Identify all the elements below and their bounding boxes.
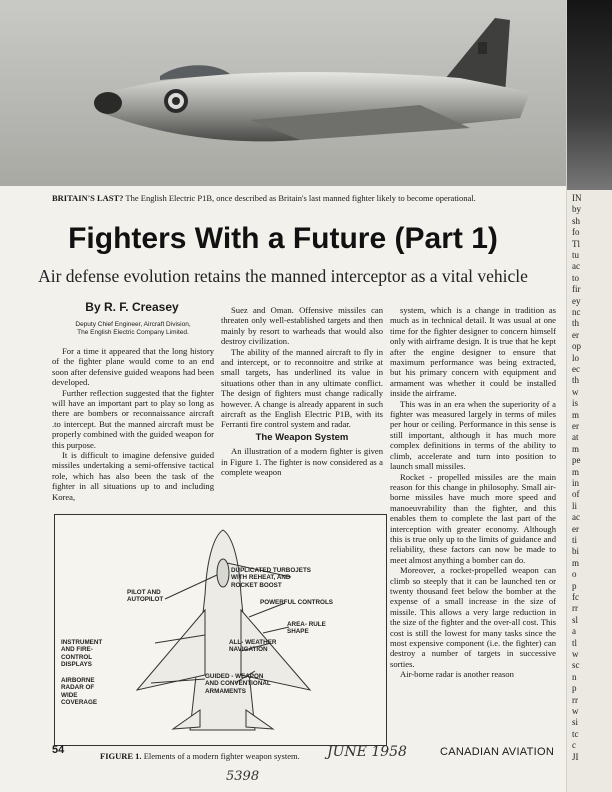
- adjacent-page-fragment: Tl: [572, 238, 580, 249]
- label-area-rule: AREA- RULE SHAPE: [287, 621, 326, 636]
- adjacent-page-fragment: m: [572, 466, 580, 477]
- figure-caption-text: Elements of a modern fighter weapon system.: [143, 751, 300, 761]
- paragraph: Moreover, a rocket-propelled weapon can climb so steeply that it can be launched ten or twenty thousand feet below the bomber at the expense of a small increase in the size of missile. This allows a very large reduction in the size of the fighter and the over-all cost. This cost is still the lowest for many tasks since the most expensive component (i.e. the fighter) can destroy a number of targets in successive sorties.: [390, 565, 556, 669]
- adjacent-page-fragment: sc: [572, 660, 580, 671]
- paragraph: Air-borne radar is another reason: [400, 669, 514, 680]
- adjacent-page-fragment: at: [572, 432, 579, 443]
- photo-caption-lead: BRITAIN'S LAST?: [52, 193, 124, 203]
- paragraph: An illustration of a modern fighter is given in Figure 1. The fighter is now considered as a complete weapon: [221, 446, 383, 478]
- adjacent-page-fragment: th: [572, 318, 580, 329]
- label-allweather: ALL- WEATHER NAVIGATION: [229, 639, 277, 654]
- adjacent-page-fragment: ac: [572, 512, 580, 523]
- adjacent-page-fragment: c: [572, 740, 576, 751]
- label-turbojets: DUPLICATED TURBOJETS WITH REHEAT, AND ROCKET BOOST: [231, 567, 311, 589]
- label-guided: GUIDED - WEAPON AND CONVENTIONAL ARMAMENTS: [205, 673, 271, 695]
- paragraph: The ability of the manned aircraft to fly in and intercept, or to reconnoitre and strike at small targets, has underlined its value in situations other than in any ultimate conflict. The design of fighters must change radically however. A change is already apparent in such aircraft as the English Electric P1B, with its Ferranti fire control system and radar.: [221, 346, 383, 430]
- paragraph: It is difficult to imagine defensive guided missiles undertaking a semi-offensive tactical role, which has also been the task of the fighter in all situations up to and including Korea,: [52, 450, 214, 502]
- adjacent-page-fragment: fir: [572, 284, 581, 295]
- author-byline: By R. F. Creasey: [85, 300, 179, 314]
- adjacent-page-fragment: bi: [572, 546, 580, 557]
- adjacent-page-fragment: sh: [572, 215, 581, 226]
- paragraph: Rocket - propelled missiles are the main reason for this change in philosophy. Small air-borne missiles have much more speed and manoeuvrability than the fighter, and this enables them to complete the last part of the interception with greater economy. Although this is true only up to the limits of guidance and reliability, these factors can now be made to meet almost anything a bomber can do.: [390, 471, 556, 565]
- adjacent-page-fragment: fo: [572, 227, 580, 238]
- body-column-3: [390, 305, 556, 680]
- paragraph: This was in an era when the superiority of a fighter was measured largely in terms of miles per hour or ceiling. Performance in this sense is still important, although it has much more complex definitions in terms of the ability to climb, accelerate and turn into position to launch small missiles.: [390, 398, 556, 472]
- journal-name: CANADIAN AVIATION: [440, 746, 555, 758]
- adjacent-page-fragment: rr: [572, 603, 578, 614]
- adjacent-page-fragment: tu: [572, 250, 580, 260]
- adjacent-page-fragment: ti: [572, 535, 578, 545]
- handwritten-number: 5398: [226, 769, 260, 784]
- author-affiliation: [52, 321, 214, 338]
- adjacent-page-fragment: er: [572, 421, 579, 431]
- body-column-2: [221, 305, 383, 478]
- adjacent-page-fragment: th: [572, 375, 580, 386]
- adjacent-page-fragment: to: [572, 272, 580, 283]
- affiliation-line-1: Deputy Chief Engineer, Aircraft Division,: [75, 321, 191, 328]
- adjacent-page-fragment: sl: [572, 614, 579, 625]
- article-subtitle: Air defense evolution retains the manned interceptor as a vital vehicle: [38, 266, 528, 286]
- aircraft-photo: [0, 0, 566, 186]
- section-heading: The Weapon System: [255, 431, 349, 443]
- page-number: 54: [52, 744, 65, 756]
- paragraph: For a time it appeared that the long history of the fighter plane would come to an end soon after defensive guided weapons had been developed.: [52, 346, 214, 388]
- adjacent-page-fragment: op: [572, 341, 581, 352]
- label-radar: AIRBORNE RADAR OF WIDE COVERAGE: [61, 677, 98, 706]
- body-column-1: [52, 346, 214, 502]
- adjacent-page-fragment: si: [572, 717, 579, 728]
- affiliation-line-2: The English Electric Company Limited.: [77, 329, 189, 337]
- adjacent-page-fragment: o: [572, 569, 577, 580]
- adjacent-page-fragment: a: [572, 626, 576, 637]
- label-pilot: PILOT AND AUTOPILOT: [127, 589, 164, 604]
- adjacent-page-fragment: nc: [572, 307, 581, 317]
- adjacent-page-fragment: w: [572, 386, 579, 397]
- adjacent-page-fragment: m: [572, 409, 580, 420]
- adjacent-page-fragment: ey: [572, 295, 581, 306]
- label-instrument: INSTRUMENT AND FIRE- CONTROL DISPLAYS: [61, 639, 103, 668]
- adjacent-page-photo: [567, 0, 612, 190]
- adjacent-page-fragment: p: [572, 580, 577, 591]
- adjacent-page-fragment: fc: [572, 592, 579, 602]
- adjacent-page-fragment: of: [572, 489, 580, 500]
- handwritten-date: JUNE 1958: [327, 744, 407, 760]
- paragraph: Suez and Oman. Offensive missiles can threaten only well-established targets and then mainly by resort to warheads that would also destroy civilization.: [221, 305, 383, 347]
- paragraph: Further reflection suggested that the fighter will have an important part to play so long as there are bombers or reconnaissance aircraft .to intercept. But the manned aircraft must be properly combined with the guided weapon for this purpose.: [52, 387, 214, 450]
- adjacent-page-fragment: p: [572, 683, 577, 694]
- adjacent-page-fragment: w: [572, 649, 579, 659]
- adjacent-page-fragment: JI: [572, 751, 579, 762]
- article-title: Fighters With a Future (Part 1): [68, 222, 498, 255]
- label-controls: POWERFUL CONTROLS: [260, 599, 333, 606]
- figure-caption-lead: FIGURE 1.: [100, 751, 142, 761]
- adjacent-page-fragment: w: [572, 706, 579, 716]
- adjacent-page-fragment: by: [572, 204, 581, 215]
- adjacent-page-fragment: m: [572, 443, 580, 454]
- figure-1-diagram: [54, 514, 387, 746]
- adjacent-page-fragment: er: [572, 329, 579, 340]
- adjacent-page-fragment: in: [572, 478, 580, 488]
- adjacent-page-fragment: tl: [572, 637, 578, 648]
- paragraph: system, which is a change in tradition as much as in technical detail. It was usual at one time for the fighter designer to concern himself only with airframe design. It is true that he kept after the engine designer to ensure that maximum performance was being extracted, but his primary concern with equipment and armament was whether it could be installed inside the airframe.: [390, 305, 556, 399]
- adjacent-page-fragment: IN: [572, 193, 582, 203]
- adjacent-page-fragment: tc: [572, 728, 579, 739]
- adjacent-page-fragment: lo: [572, 352, 580, 363]
- adjacent-page-fragment: ac: [572, 261, 580, 272]
- photo-caption-text: The English Electric P1B, once described as Britain's last manned fighter likely to become operational.: [125, 193, 476, 203]
- adjacent-page-fragment: m: [572, 557, 580, 568]
- adjacent-page-fragment: rr: [572, 694, 578, 705]
- adjacent-page-fragment: is: [572, 398, 579, 409]
- adjacent-page-fragment: pe: [572, 455, 581, 466]
- adjacent-page-fragment: li: [572, 500, 578, 511]
- photo-caption: [52, 193, 562, 204]
- adjacent-page-fragment: er: [572, 523, 579, 534]
- adjacent-page-fragment: ec: [572, 364, 580, 374]
- adjacent-page-fragment: n: [572, 671, 577, 682]
